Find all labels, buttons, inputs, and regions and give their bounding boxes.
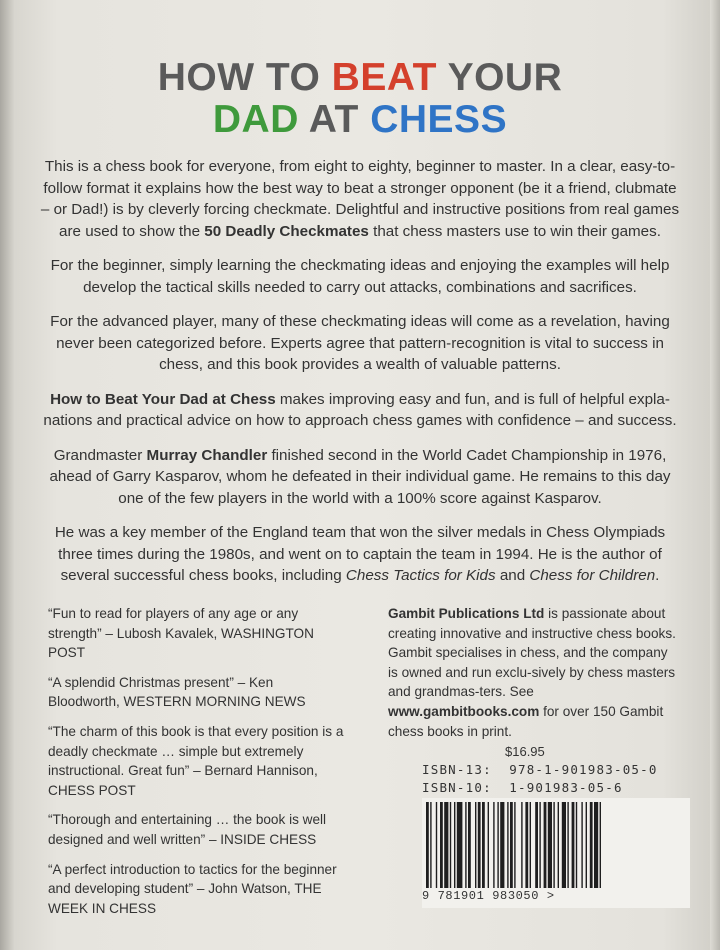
quote: “Fun to read for players of any age or any strength” – Lubosh Kavalek, WASHINGTON POST <box>48 606 314 661</box>
quote: “Thorough and entertaining … the book is well designed and well written” – INSIDE CHESS <box>48 812 327 847</box>
title-word-beat: BEAT <box>331 56 437 99</box>
publisher-url: www.gambitbooks.com <box>388 703 540 719</box>
quote: “A splendid Christmas present” – Ken Bloodworth, WESTERN MORNING NEWS <box>48 674 306 710</box>
text: . <box>655 567 660 584</box>
paragraph-advanced: For the advanced player, many of these checkmating ideas will come as a revelation, having never been categorized before. Experts agree that pattern-recognition is vital to success in chess, and this book provides a wealth of valuable patterns. <box>50 313 670 373</box>
title-line-2 <box>0 98 720 142</box>
text: is passionate about creating innovative and instructive chess books. Gambit specialises in chess, and the company is owned and run exclu-sively by chess masters and grandmas-ters. See <box>388 606 676 700</box>
title-line-1 <box>0 56 720 100</box>
text: Grandmaster <box>53 446 147 464</box>
isbn-13: ISBN-13: 978-1-901983-05-0 <box>422 762 658 777</box>
title-word: YOUR <box>436 56 563 99</box>
cover-edge <box>710 0 720 950</box>
paragraph-career <box>40 522 680 587</box>
paragraph-intro <box>40 156 680 242</box>
spine-shadow <box>0 0 14 950</box>
text: for over 150 Gambit chess books in print. <box>388 703 664 739</box>
book-title: Chess Tactics for Kids <box>345 567 496 584</box>
quote: “The charm of this book is that every position is a deadly checkmate … simple but extremely instructional. Great fun” – Bernard Hannison, CHESS POST <box>48 723 344 798</box>
paragraph-beginner: For the beginner, simply learning the checkmating ideas and enjoying the examples will help develop the tactical skills needed to carry out attacks, combinations and sacrifices. <box>50 257 670 296</box>
text: that chess masters use to win their games. <box>368 222 661 240</box>
text: This is a chess book for everyone, from eight to eighty, beginner to master. In a clear, easy-to-follow format it explains how the best way to beat a stronger opponent (be it a friend, clubmate – or Dad!) is by cleverly forcing checkmate. Delightful and instructive positions from real games are used to show the <box>40 158 680 240</box>
publisher-name: Gambit Publications Ltd <box>388 606 545 621</box>
paragraph-summary <box>40 389 680 432</box>
bold-text: 50 Deadly Checkmates <box>204 222 369 240</box>
title-word: HOW TO <box>157 56 332 99</box>
title-word-dad: DAD <box>212 98 299 141</box>
text: and <box>495 567 530 584</box>
review-quotes <box>48 604 344 928</box>
paragraph-author <box>40 445 680 510</box>
book-title: Chess for Children <box>529 567 656 584</box>
description <box>40 156 680 600</box>
book-title: How to Beat Your Dad at Chess <box>50 390 276 408</box>
title-word: AT <box>298 98 371 141</box>
text: finished second in the World Cadet Championship in 1976, ahead of Garry Kasparov, whom he defeated in their individual game. He remains to this day one of the few players in the world with a 100% score against Kasparov. <box>49 446 671 507</box>
title-word-chess: CHESS <box>370 98 508 141</box>
author-name: Murray Chandler <box>146 446 268 464</box>
text: He was a key member of the England team that won the silver medals in Chess Olympiads three times during the 1980s, and went on to captain the team in 1994. He is the author of several successful chess books, including <box>54 524 666 584</box>
text: makes improving easy and fun, and is full of helpful expla-nations and practical advice on how to approach chess games with confidence – and success. <box>43 390 677 429</box>
isbn-10: ISBN-10: 1-901983-05-6 <box>422 780 623 795</box>
price: $16.95 <box>505 744 545 759</box>
publisher-blurb <box>388 604 680 741</box>
barcode-digits: 9 781901 983050 > <box>422 889 555 903</box>
quote: “A perfect introduction to tactics for the beginner and developing student” – John Watson, THE WEEK IN CHESS <box>48 861 337 916</box>
